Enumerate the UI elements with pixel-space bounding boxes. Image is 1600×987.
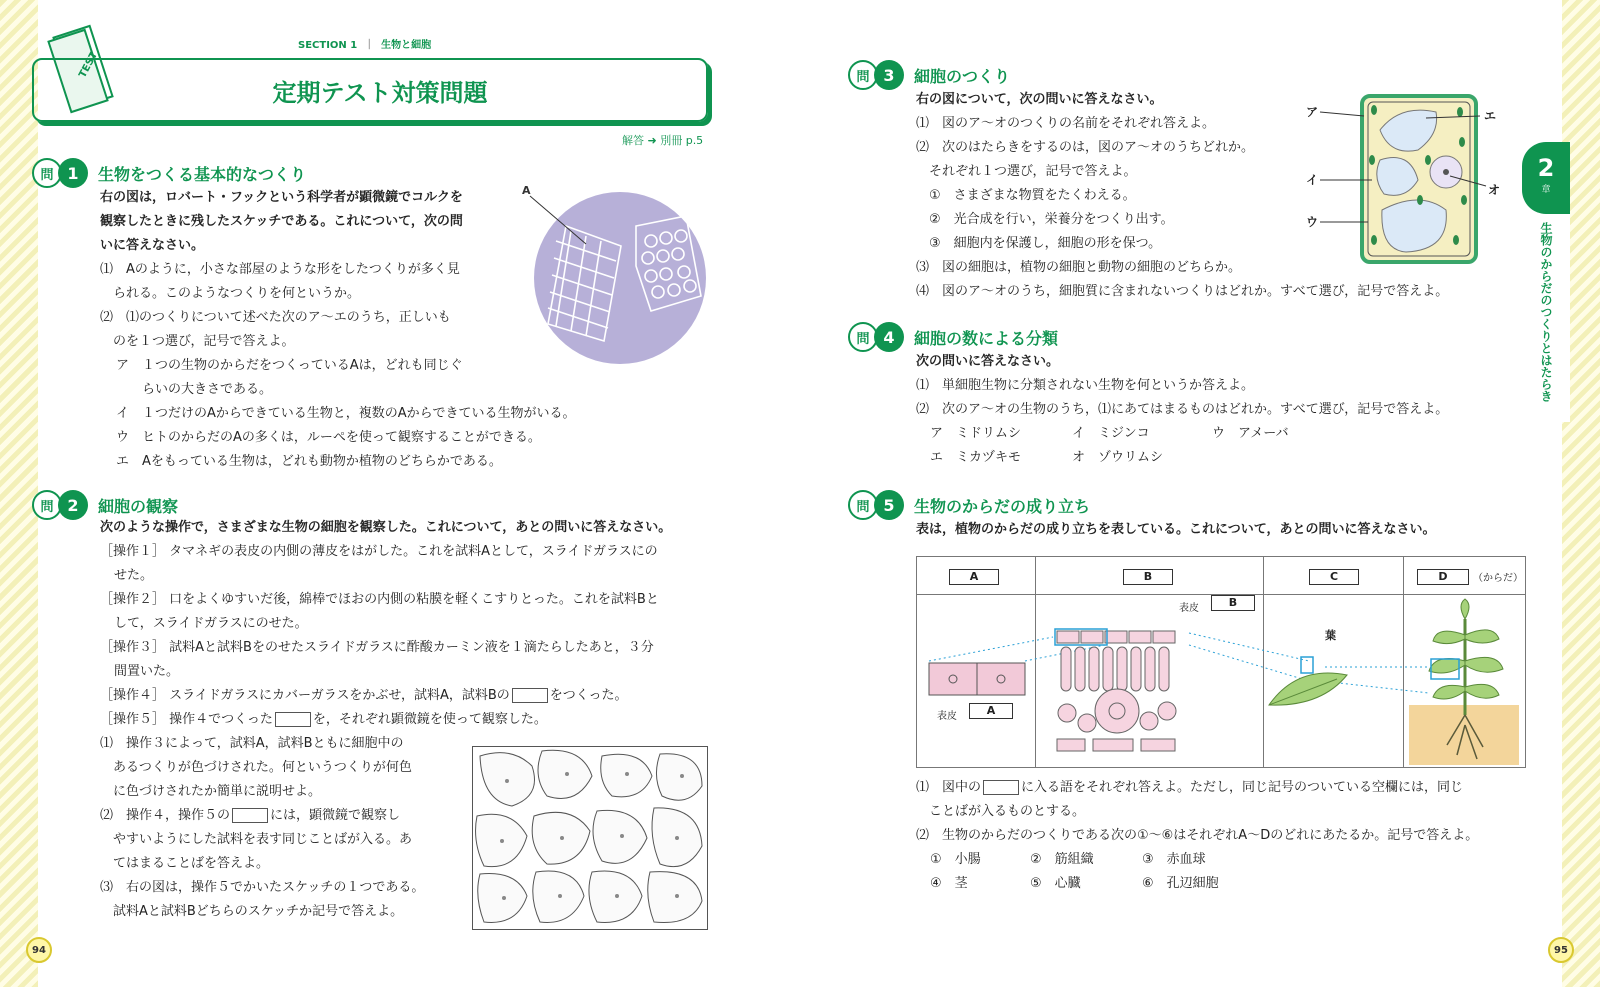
text-line: 問 bbox=[848, 322, 878, 352]
svg-text:イ: イ bbox=[1306, 173, 1319, 187]
text-line: ⑴ 図のア〜オのつくりの名前をそれぞれ答えよ。 bbox=[916, 116, 1216, 131]
text-line: ことばが入るものとする。 bbox=[916, 804, 1086, 819]
text-line: られる。このようなつくりを何というか。 bbox=[100, 286, 361, 301]
text-line: ⑤ 心臓 bbox=[1030, 876, 1081, 891]
svg-text:エ: エ bbox=[1484, 109, 1497, 123]
svg-text:ア: ア bbox=[1306, 105, 1319, 119]
plant-cell-figure bbox=[1306, 90, 1524, 270]
text-line: 試料Aと試料Bどちらのスケッチか記号で答えよ。 bbox=[100, 904, 404, 919]
text-line: ウ ヒトのからだのAの多くは，ルーペを使って観察することができる。 bbox=[116, 430, 541, 445]
text-line: ［操作１］ タマネギの表皮の内側の薄皮をはがした。これを試料Aとして，スライドガラスにの bbox=[100, 544, 658, 559]
text-line: ［操作３］ 試料Aと試料Bをのせたスライドガラスに酢酸カーミン液を１滴たらしたあと，３分 bbox=[100, 640, 654, 655]
text-line: ⑵ 次のはたらきをするのは，図のア〜オのうちどれか。 bbox=[916, 140, 1255, 155]
text-line: ⑵ ⑴のつくりについて述べた次のア〜エのうち，正しいも bbox=[100, 310, 451, 325]
text-line: あるつくりが色づけされた。何というつくりが何色 bbox=[100, 760, 412, 775]
table-head-d: D bbox=[1417, 569, 1469, 585]
text-line: ⑵ 生物のからだのつくりである次の①〜⑥はそれぞれA〜Dのどれにあたるか。記号で答えよ。 bbox=[916, 828, 1479, 843]
text-line: ⑵ 次のア〜オの生物のうち，⑴にあてはまるものはどれか。すべて選び，記号で答えよ。 bbox=[916, 402, 1449, 417]
answer-blank bbox=[232, 808, 268, 823]
text-line: 次のような操作で，さまざまな生物の細胞を観察した。これについて，あとの問いに答えなさい。 bbox=[100, 520, 672, 535]
text-line: いに答えなさい。 bbox=[100, 238, 205, 253]
text-line: それぞれ１つ選び，記号で答えよ。 bbox=[916, 164, 1137, 179]
text-line: ア ミドリムシ bbox=[930, 426, 1022, 441]
text-line: 表は，植物のからだの成り立ちを表している。これについて，あとの問いに答えなさい。 bbox=[916, 522, 1436, 537]
text-line: ⑶ 右の図は，操作５でかいたスケッチの１つである。 bbox=[100, 880, 425, 895]
text-line: 細胞の観察 bbox=[98, 496, 179, 516]
text-line: ② 光合成を行い，栄養分をつくり出す。 bbox=[916, 212, 1174, 227]
table-head-c: C bbox=[1309, 569, 1359, 585]
text-line: 問 bbox=[32, 158, 62, 188]
text-line: ⑴ Aのように，小さな部屋のような形をしたつくりが多く見 bbox=[100, 262, 460, 277]
text-line: 問 bbox=[848, 490, 878, 520]
text-line: ア １つの生物のからだをつくっているAは，どれも同じぐ bbox=[116, 358, 463, 373]
answer-ref: 解答 ➜ 別冊 p.5 bbox=[622, 134, 704, 147]
text-line: 生物のからだの成り立ち bbox=[914, 496, 1091, 516]
text-line: オ ゾウリムシ bbox=[1072, 450, 1164, 465]
text-line: 次の問いに答えなさい。 bbox=[916, 354, 1060, 369]
text-line: 生物をつくる基本的なつくり bbox=[98, 164, 307, 184]
text-line: 5 bbox=[874, 490, 904, 520]
text-line: 3 bbox=[874, 60, 904, 90]
text-line: イ ミジンコ bbox=[1072, 426, 1150, 441]
text-line: ④ 茎 bbox=[930, 876, 968, 891]
text-line: ③ 細胞内を保護し，細胞の形を保つ。 bbox=[916, 236, 1162, 251]
text-line: 右の図は，ロバート・フックという科学者が顕微鏡でコルクを bbox=[100, 190, 463, 205]
text-line: ② 筋組織 bbox=[1030, 852, 1094, 867]
section-label: SECTION 1 ｜ 生物と細胞 bbox=[298, 40, 432, 51]
q3-header bbox=[848, 58, 1010, 92]
text-line: ⑷ 図のア〜オのうち，細胞質に含まれないつくりはどれか。すべて選び，記号で答えよ。 bbox=[916, 284, 1449, 299]
text-line: らいの大きさである。 bbox=[116, 382, 273, 397]
text-line: ③ 赤血球 bbox=[1142, 852, 1206, 867]
text-line: 4 bbox=[874, 322, 904, 352]
text-line: ウ アメーバ bbox=[1212, 426, 1289, 441]
text-line: ［操作５］ 操作４でつくった を，それぞれ顕微鏡を使って観察した。 bbox=[100, 712, 547, 727]
text-line: ① 小腸 bbox=[930, 852, 981, 867]
chapter-tab: 2 章 生物のからだのつくりとはたらき bbox=[1522, 142, 1570, 422]
text-line: 間置いた。 bbox=[114, 664, 180, 679]
text-line: のを１つ選び，記号で答えよ。 bbox=[100, 334, 295, 349]
figure-label-a: A bbox=[522, 184, 531, 197]
page-number-left: 94 bbox=[26, 937, 52, 963]
text-line: 細胞のつくり bbox=[914, 66, 1011, 86]
svg-text:オ: オ bbox=[1488, 183, 1501, 197]
q1-header bbox=[32, 156, 306, 190]
page-number-right: 95 bbox=[1548, 937, 1574, 963]
text-line: 1 bbox=[58, 158, 88, 188]
svg-text:ウ: ウ bbox=[1306, 215, 1319, 229]
text-line: ［操作４］ スライドガラスにカバーガラスをかぶせ，試料A，試料Bの をつくった。 bbox=[100, 688, 628, 703]
text-line: やすいようにした試料を表す同じことばが入る。あ bbox=[100, 832, 413, 847]
q4-header bbox=[848, 320, 1058, 354]
answer-blank bbox=[512, 688, 548, 703]
text-line: 右の図について，次の問いに答えなさい。 bbox=[916, 92, 1163, 107]
page-title: 定期テスト対策問題 bbox=[272, 78, 488, 107]
structure-table: A B C D （からだ） 表皮 A 表皮 B 葉 bbox=[916, 556, 1526, 768]
text-line: ⑵ 操作４，操作５の には，顕微鏡で観察し bbox=[100, 808, 401, 823]
q5-header bbox=[848, 488, 1090, 522]
answer-blank bbox=[983, 780, 1019, 795]
cork-sketch-figure bbox=[522, 184, 710, 370]
label-box-a: A bbox=[969, 703, 1013, 719]
text-line: 問 bbox=[848, 60, 878, 90]
text-line: てはまることばを答えよ。 bbox=[100, 856, 270, 871]
text-line: 観察したときに残したスケッチである。これについて，次の問 bbox=[100, 214, 463, 229]
text-line: ［操作２］ 口をよくゆすいだ後，綿棒でほおの内側の粘膜を軽くこすりとった。これを試料Bと bbox=[100, 592, 659, 607]
text-line: イ １つだけのAからできている生物と，複数のAからできている生物がいる。 bbox=[116, 406, 576, 421]
text-line: せた。 bbox=[114, 568, 154, 583]
text-line: 2 bbox=[58, 490, 88, 520]
text-line: ⑶ 図の細胞は，植物の細胞と動物の細胞のどちらか。 bbox=[916, 260, 1242, 275]
answer-blank bbox=[275, 712, 311, 727]
text-line: して，スライドガラスにのせた。 bbox=[114, 616, 308, 631]
text-line: 問 bbox=[32, 490, 62, 520]
text-line: に色づけされたか簡単に説明せよ。 bbox=[100, 784, 322, 799]
text-line: 細胞の数による分類 bbox=[914, 328, 1059, 348]
text-line: ⑴ 図中の に入る語をそれぞれ答えよ。ただし，同じ記号のついている空欄には，同じ bbox=[916, 780, 1464, 795]
text-line: ① さまざまな物質をたくわえる。 bbox=[916, 188, 1136, 203]
text-line: エ ミカヅキモ bbox=[930, 450, 1022, 465]
text-line: ⑴ 単細胞生物に分類されない生物を何というか答えよ。 bbox=[916, 378, 1255, 393]
title-banner bbox=[32, 58, 708, 122]
label-box-b: B bbox=[1211, 595, 1255, 611]
table-head-a: A bbox=[949, 569, 999, 585]
text-line: ⑴ 操作３によって，試料A，試料Bともに細胞中の bbox=[100, 736, 404, 751]
svg-text:TEST: TEST bbox=[77, 50, 101, 80]
table-head-b: B bbox=[1123, 569, 1173, 585]
cell-sketch-figure bbox=[472, 746, 708, 930]
text-line: ⑥ 孔辺細胞 bbox=[1142, 876, 1219, 891]
text-line: エ Aをもっている生物は，どれも動物か植物のどちらかである。 bbox=[116, 454, 502, 469]
